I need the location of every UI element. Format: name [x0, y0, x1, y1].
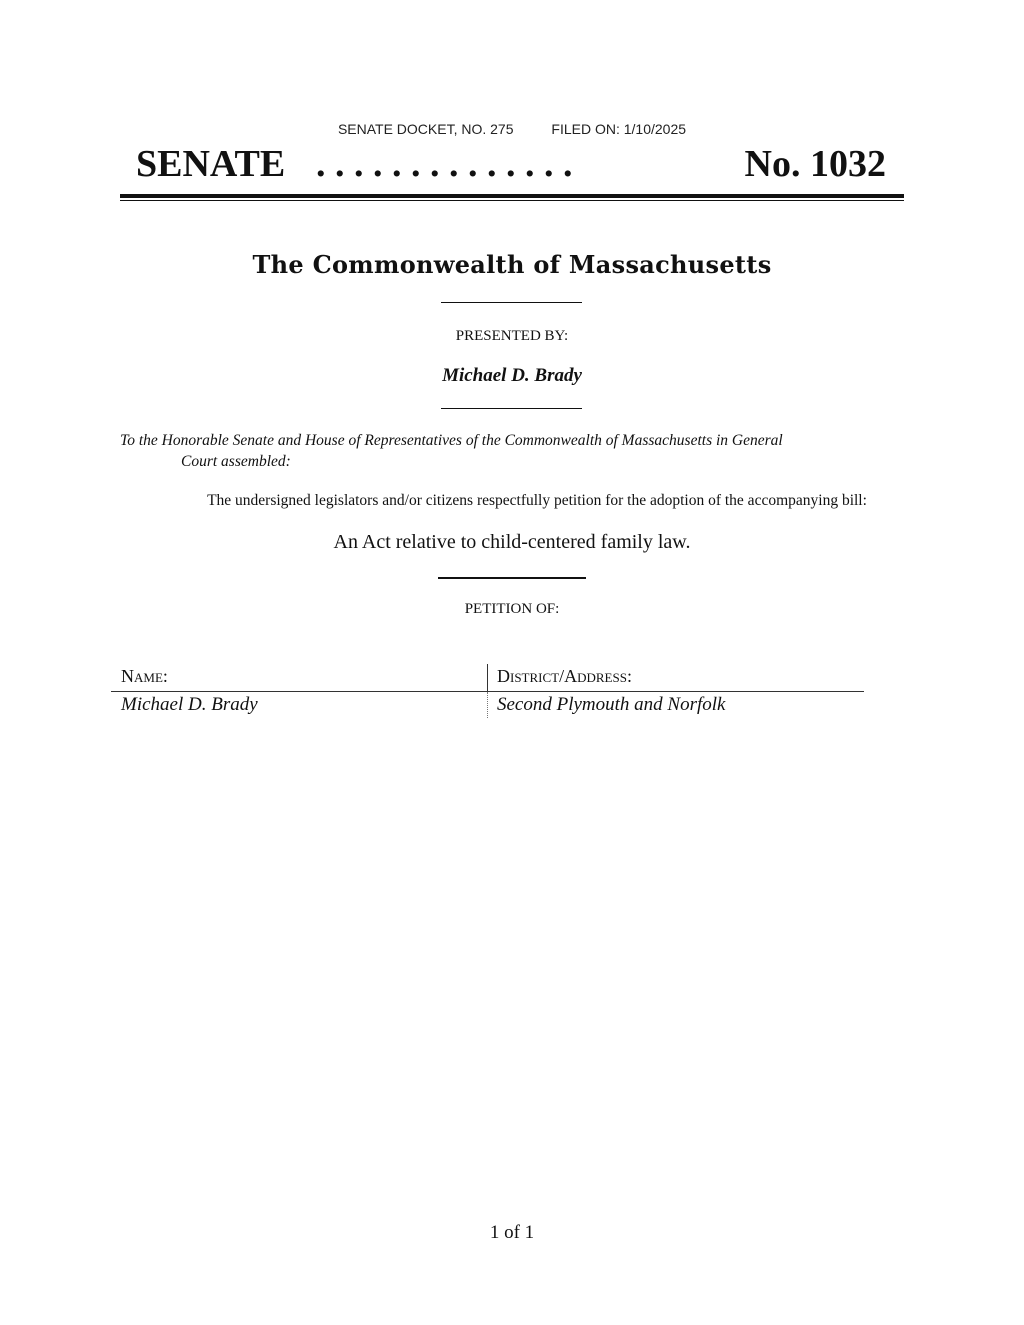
column-divider — [487, 692, 488, 718]
petition-of-label: PETITION OF: — [464, 601, 560, 617]
bill-number: No. 1032 — [744, 143, 886, 185]
act-title: An Act relative to child-centered family law. — [333, 531, 691, 553]
chamber-name: SENATE — [136, 143, 286, 185]
address-line: Court assembled: — [181, 453, 291, 470]
column-header-district: District/Address: — [497, 666, 632, 686]
commonwealth-title: The Commonwealth of Massachusetts — [252, 250, 772, 279]
petitioners-table — [111, 664, 864, 720]
heading-rule-thin — [120, 200, 904, 201]
docket-number: SENATE DOCKET, NO. 275 — [337, 121, 514, 137]
column-header-name: Name: — [121, 666, 168, 686]
presenter-name: Michael D. Brady — [442, 365, 582, 386]
petition-statement: The undersigned legislators and/or citizens respectfully petition for the adoption of the accompanying bill: — [207, 492, 867, 509]
senate-heading — [120, 142, 904, 188]
address-to-court — [120, 430, 880, 472]
petitioner-name: Michael D. Brady — [121, 694, 258, 715]
divider — [438, 577, 586, 579]
heading-rule-thick — [120, 194, 904, 198]
presented-by-label: PRESENTED BY: — [455, 328, 569, 344]
petitioner-district: Second Plymouth and Norfolk — [497, 694, 726, 715]
filed-date: FILED ON: 1/10/2025 — [551, 121, 687, 137]
divider — [441, 408, 582, 409]
column-divider — [487, 664, 488, 691]
page-number: 1 of 1 — [489, 1222, 535, 1243]
divider — [441, 302, 582, 303]
table-header — [111, 664, 864, 692]
table-row — [111, 692, 864, 720]
leader-dots: . . . . . . . . . . . . . . — [316, 143, 573, 185]
address-line: To the Honorable Senate and House of Representatives of the Commonwealth of Massachusetts in General — [120, 432, 783, 449]
docket-line — [0, 121, 1024, 137]
